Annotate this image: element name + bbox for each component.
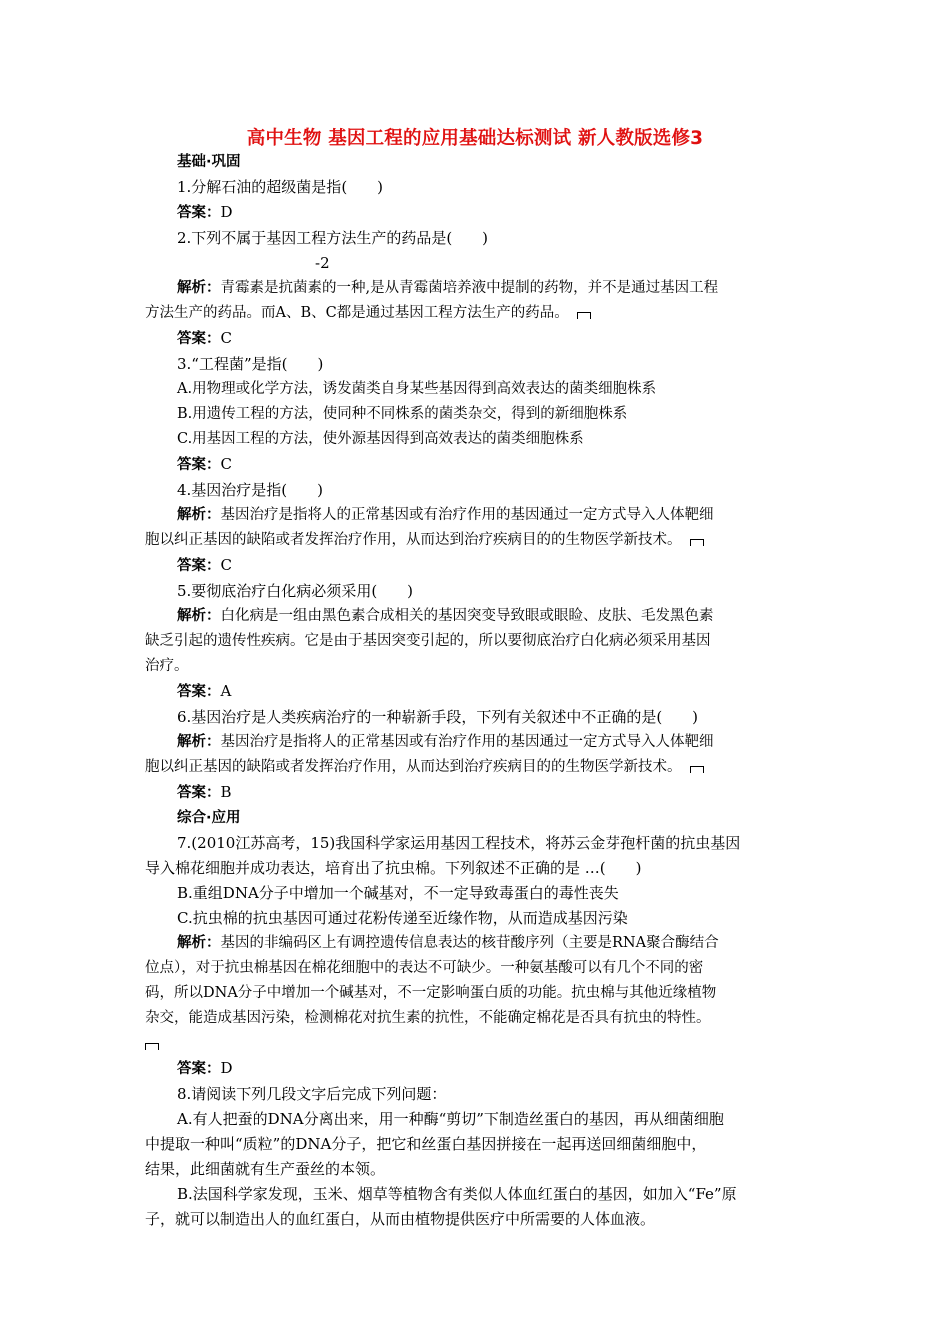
question-3-option-b: B.用遗传工程的方法，使同种不同株系的菌类杂交，得到的新细胞株系 xyxy=(177,406,628,422)
question-6-analysis xyxy=(145,730,810,755)
question-7-mark-line xyxy=(145,1031,810,1056)
question-5-answer-value: A xyxy=(220,682,232,700)
analysis-label: 解析： xyxy=(177,935,221,951)
scan-mark-icon xyxy=(690,766,704,773)
document-title: 高中生物 基因工程的应用基础达标测试 新人教版选修3 xyxy=(246,128,704,149)
question-4-stem: 4.基因治疗是指( ) xyxy=(177,481,324,499)
question-3-option-c: C.用基因工程的方法，使外源基因得到高效表达的菌类细胞株系 xyxy=(177,431,584,447)
question-6-answer-value: B xyxy=(220,783,232,801)
analysis-label: 解析： xyxy=(177,280,221,296)
question-2-analysis-cont xyxy=(145,301,810,326)
question-2-answer xyxy=(145,326,810,352)
question-6-stem: 6.基因治疗是人类疾病治疗的一种崭新手段，下列有关叙述中不正确的是( ) xyxy=(177,708,699,726)
question-6-answer xyxy=(145,780,810,806)
question-7-stem-line-2: 导入棉花细胞并成功表达，培育出了抗虫棉。下列叙述不正确的是 …( ) xyxy=(145,859,642,877)
answer-label: 答案： xyxy=(177,785,221,801)
question-7-analysis-line-1: 基因的非编码区上有调控遗传信息表达的核苷酸序列（主要是RNA聚合酶结合 xyxy=(220,935,719,951)
question-2-analysis xyxy=(145,276,810,301)
answer-label: 答案： xyxy=(177,331,221,347)
question-4-analysis-cont xyxy=(145,528,810,553)
scan-mark-icon xyxy=(145,1043,159,1050)
question-3-answer xyxy=(145,452,810,478)
question-7-answer xyxy=(145,1056,810,1082)
question-2-analysis-line-1: 青霉素是抗菌素的一种,是从青霉菌培养液中提制的药物，并不是通过基因工程 xyxy=(220,280,719,296)
question-8-para-a-line-1: A.有人把蚕的DNA分离出来，用一种酶“剪切”下制造丝蛋白的基因，再从细菌细胞 xyxy=(177,1110,724,1128)
question-1-answer xyxy=(145,200,810,226)
analysis-label: 解析： xyxy=(177,608,221,624)
answer-label: 答案： xyxy=(177,1061,221,1077)
question-1-stem: 1.分解石油的超级菌是指( ) xyxy=(177,178,384,196)
question-5-analysis xyxy=(145,604,810,629)
question-7-answer-value: D xyxy=(220,1059,233,1077)
question-5-analysis-line-2: 缺乏引起的遗传性疾病。它是由于基因突变引起的，所以要彻底治疗白化病必须采用基因 xyxy=(145,633,711,649)
question-2-answer-value: C xyxy=(220,329,232,347)
question-7-analysis-line-3: 码，所以DNA分子中增加一个碱基对，不一定影响蛋白质的功能。抗虫棉与其他近缘植物 xyxy=(145,985,717,1001)
question-5-stem: 5.要彻底治疗白化病必须采用( ) xyxy=(177,582,414,600)
scan-mark-icon xyxy=(690,539,704,546)
question-7-analysis xyxy=(145,931,810,956)
question-2-formula: -2 xyxy=(315,254,330,272)
question-4-answer-value: C xyxy=(220,556,232,574)
question-7-option-b: B.重组DNA分子中增加一个碱基对，不一定导致毒蛋白的毒性丧失 xyxy=(177,884,619,902)
question-8-para-a-line-2: 中提取一种叫“质粒”的DNA分子，把它和丝蛋白基因拼接在一起再送回细菌细胞中， xyxy=(145,1135,707,1153)
question-6-analysis-line-2: 胞以纠正基因的缺陷或者发挥治疗作用，从而达到治疗疾病目的的生物医学新技术。 xyxy=(145,759,682,775)
question-6-analysis-line-1: 基因治疗是指将人的正常基因或有治疗作用的基因通过一定方式导入人体靶细 xyxy=(220,734,714,750)
question-7-analysis-line-2: 位点），对于抗虫棉基因在棉花细胞中的表达不可缺少。一种氨基酸可以有几个不同的密 xyxy=(145,960,704,976)
answer-label: 答案： xyxy=(177,457,221,473)
question-7-option-c: C.抗虫棉的抗虫基因可通过花粉传递至近缘作物，从而造成基因污染 xyxy=(177,909,628,927)
question-2-analysis-line-2: 方法生产的药品。而A、B、C都是通过基因工程方法生产的药品。 xyxy=(145,305,569,321)
question-1-answer-value: D xyxy=(220,203,233,221)
document-body xyxy=(145,150,810,1232)
question-5-analysis-line-3: 治疗。 xyxy=(145,658,189,674)
scan-mark-icon xyxy=(577,312,591,319)
question-3-option-a: A.用物理或化学方法，诱发菌类自身某些基因得到高效表达的菌类细胞株系 xyxy=(177,381,657,397)
answer-label: 答案： xyxy=(177,558,221,574)
question-3-stem: 3.“工程菌”是指( ) xyxy=(177,355,324,373)
section-heading-basic: 基础·巩固 xyxy=(177,154,241,170)
question-4-analysis xyxy=(145,503,810,528)
question-5-analysis-line-1: 白化病是一组由黑色素合成相关的基因突变导致眼或眼睑、皮肤、毛发黑色素 xyxy=(220,608,714,624)
question-8-para-a-line-3: 结果，此细菌就有生产蚕丝的本领。 xyxy=(145,1160,386,1178)
question-3-answer-value: C xyxy=(220,455,232,473)
question-7-stem-line-1: 7.(2010江苏高考，15)我国科学家运用基因工程技术，将苏云金芽孢杆菌的抗虫基因 xyxy=(177,834,741,852)
analysis-label: 解析： xyxy=(177,734,221,750)
question-8-stem: 8.请阅读下列几段文字后完成下列问题： xyxy=(177,1085,447,1103)
question-4-analysis-line-1: 基因治疗是指将人的正常基因或有治疗作用的基因通过一定方式导入人体靶细 xyxy=(220,507,714,523)
question-7-analysis-line-4: 杂交，能造成基因污染，检测棉花对抗生素的抗性，不能确定棉花是否具有抗虫的特性。 xyxy=(145,1010,711,1026)
section-heading-comprehensive: 综合·应用 xyxy=(177,810,241,826)
question-5-answer xyxy=(145,679,810,705)
question-6-analysis-cont xyxy=(145,755,810,780)
question-4-analysis-line-2: 胞以纠正基因的缺陷或者发挥治疗作用，从而达到治疗疾病目的的生物医学新技术。 xyxy=(145,532,682,548)
analysis-label: 解析： xyxy=(177,507,221,523)
question-8-para-b-line-2: 子，就可以制造出人的血红蛋白，从而由植物提供医疗中所需要的人体血液。 xyxy=(145,1210,656,1228)
question-8-para-b-line-1: B.法国科学家发现，玉米、烟草等植物含有类似人体血红蛋白的基因，如加入“Fe”原 xyxy=(177,1185,737,1203)
answer-label: 答案： xyxy=(177,684,221,700)
answer-label: 答案： xyxy=(177,205,221,221)
question-2-stem: 2.下列不属于基因工程方法生产的药品是( ) xyxy=(177,229,489,247)
question-4-answer xyxy=(145,553,810,579)
